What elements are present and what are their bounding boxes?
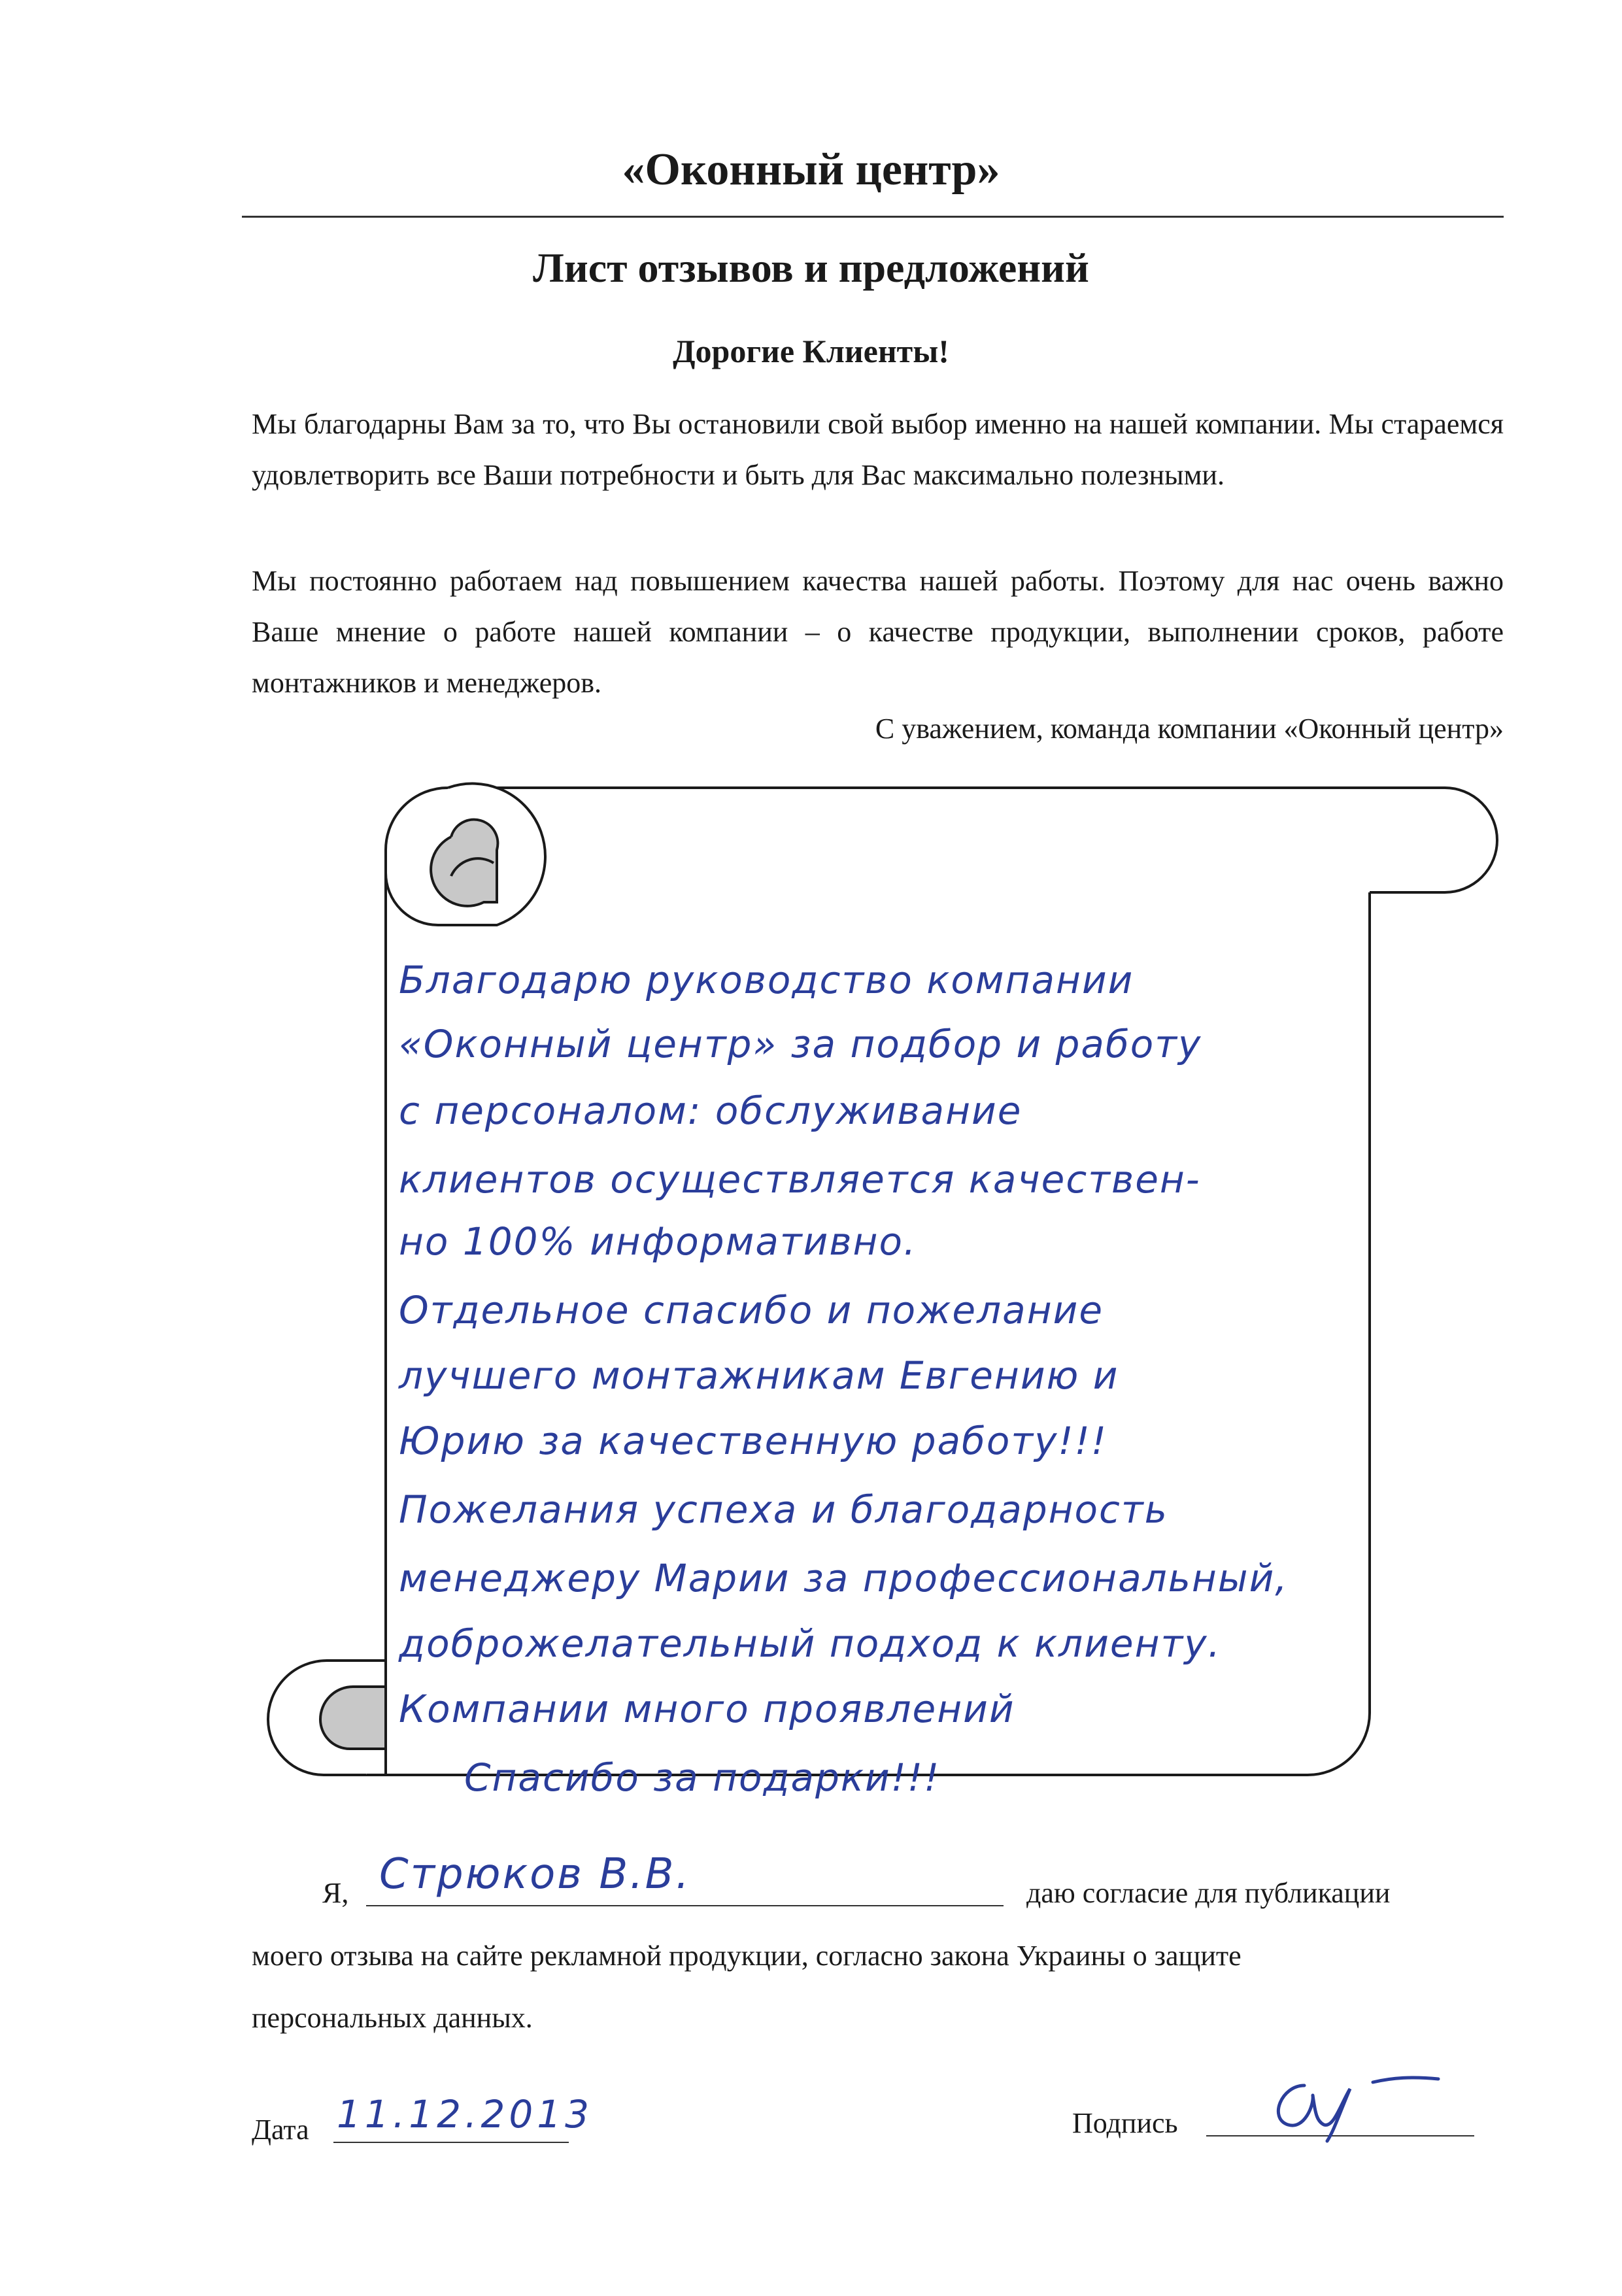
date-value: 11.12.2013 bbox=[337, 2092, 594, 2136]
signature-mark bbox=[1242, 2059, 1478, 2144]
consent-suffix: даю согласие для публикации bbox=[1026, 1877, 1391, 1909]
greeting: Дорогие Клиенты! bbox=[673, 333, 949, 369]
consent-name: Стрюков В.В. bbox=[379, 1850, 691, 1899]
form-title: Лист отзывов и предложений bbox=[533, 245, 1089, 291]
closing-line: С уважением, команда компании «Оконный центр» bbox=[875, 713, 1504, 745]
feedback-line: с персоналом: обслуживание bbox=[399, 1089, 1022, 1133]
feedback-line: клиентов осуществляется качествен- bbox=[399, 1157, 1201, 1202]
signature-label: Подпись bbox=[1072, 2107, 1178, 2139]
feedback-line: «Оконный центр» за подбор и работу bbox=[399, 1022, 1202, 1066]
date-underline bbox=[333, 2142, 569, 2143]
feedback-line: Компании много проявлений bbox=[399, 1687, 1015, 1731]
feedback-line: Благодарю руководство компании bbox=[399, 958, 1134, 1002]
date-label: Дата bbox=[252, 2114, 309, 2146]
consent-line-2: моего отзыва на сайте рекламной продукции, согласно закона Украины о защите bbox=[252, 1940, 1242, 1972]
feedback-line: Пожелания успеха и благодарность bbox=[399, 1487, 1168, 1532]
intro-paragraph-1: Мы благодарны Вам за то, что Вы остановили свой выбор именно на нашей компании. Мы стараемся удовлетворить все Ваши потребности и быть для Вас максимально полезными. bbox=[252, 408, 1504, 491]
name-underline bbox=[366, 1905, 1004, 1906]
consent-prefix: Я, bbox=[322, 1877, 349, 1909]
feedback-line: Юрию за качественную работу!!! bbox=[399, 1419, 1108, 1463]
intro-paragraph-2: Мы постоянно работаем над повышением качества нашей работы. Поэтому для нас очень важно Ваше мнение о работе нашей компании – о качестве продукции, выполнении сроков, работе монтажников и менеджеров. bbox=[252, 565, 1504, 699]
company-title: «Оконный центр» bbox=[622, 144, 1000, 195]
feedback-line: Спасибо за подарки!!! bbox=[464, 1755, 941, 1800]
feedback-line: лучшего монтажникам Евгению и bbox=[399, 1353, 1119, 1398]
feedback-line: но 100% информативно. bbox=[399, 1219, 917, 1264]
consent-line-3: персональных данных. bbox=[252, 2002, 533, 2034]
feedback-line: доброжелательный подход к клиенту. bbox=[399, 1621, 1222, 1666]
feedback-line: Отдельное спасибо и пожелание bbox=[399, 1288, 1104, 1332]
feedback-line: менеджеру Марии за профессиональный, bbox=[399, 1556, 1289, 1600]
